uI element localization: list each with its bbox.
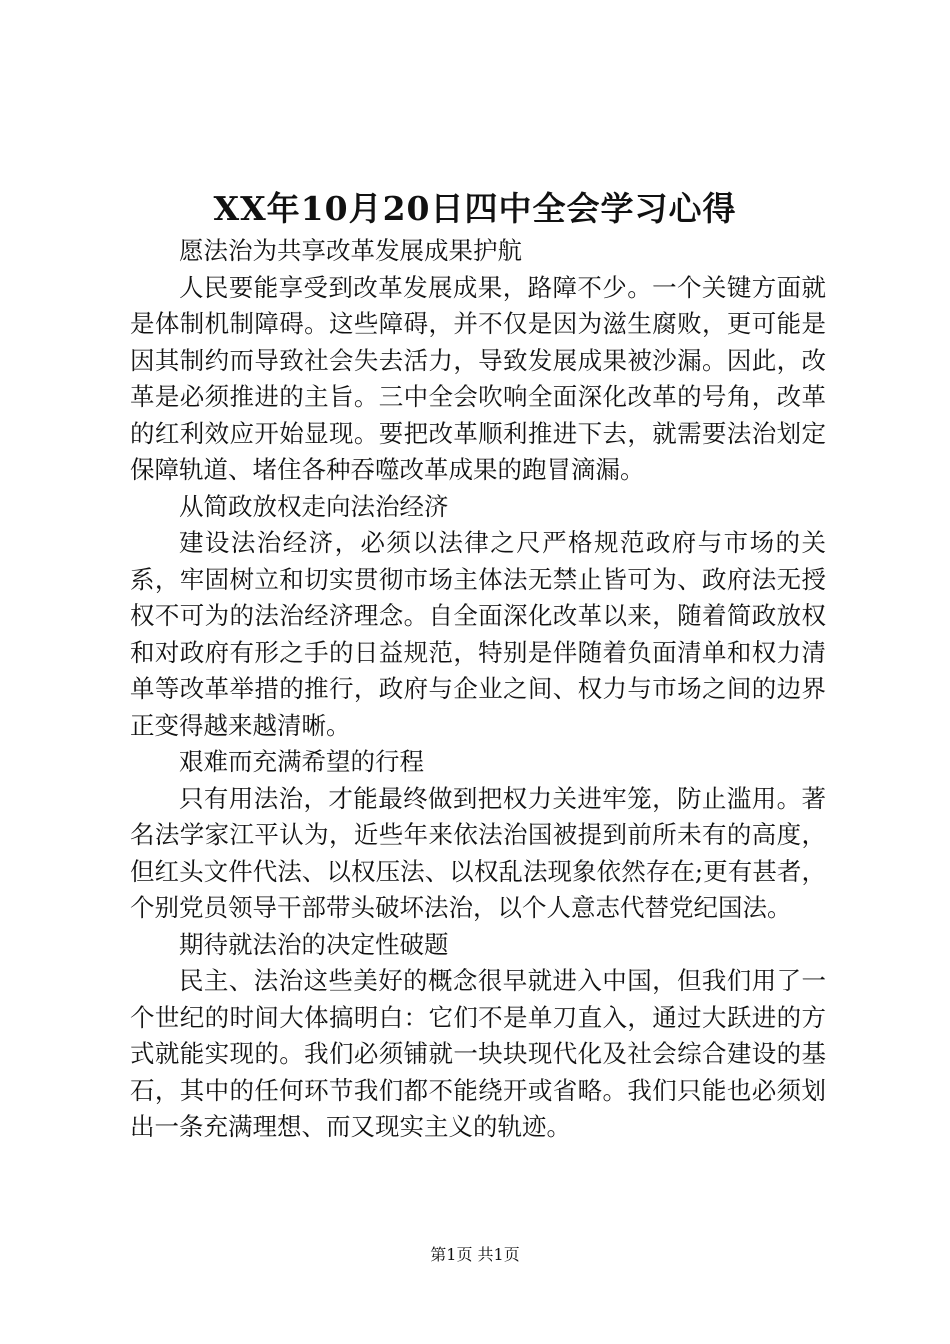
section-heading: 从简政放权走向法治经济	[179, 491, 449, 521]
body-paragraph: 人民要能享受到改革发展成果，路障不少。一个关键方面就是体制机制障碍。这些障碍，并不仅是因为滋生腐败，更可能是因其制约而导致社会失去活力，导致发展成果被沙漏。因此，改革是必须推进的主旨。三中全会吹响全面深化改革的号角，改革的红利效应开始显现。要把改革顺利推进下去，就需要法治划定保障轨道、堵住各种吞噬改革成果的跑冒滴漏。	[130, 272, 826, 484]
section-heading: 愿法治为共享改革发展成果护航	[179, 236, 522, 265]
page-footer: 第1页 共1页	[430, 1245, 520, 1264]
document-body	[130, 233, 826, 1146]
section-heading: 期待就法治的决定性破题	[179, 929, 449, 959]
body-paragraph: 建设法治经济，必须以法律之尺严格规范政府与市场的关系，牢固树立和切实贯彻市场主体法无禁止皆可为、政府法无授权不可为的法治经济理念。自全面深化改革以来，随着简政放权和对政府有形之手的日益规范，特别是伴随着负面清单和权力清单等改革举措的推行，政府与企业之间、权力与市场之间的边界正变得越来越清晰。	[130, 528, 826, 740]
body-paragraph: 民主、法治这些美好的概念很早就进入中国，但我们用了一个世纪的时间大体搞明白：它们不是单刀直入，通过大跃进的方式就能实现的。我们必须铺就一块块现代化及社会综合建设的基石，其中的任何环节我们都不能绕开或省略。我们只能也必须划出一条充满理想、而又现实主义的轨迹。	[130, 966, 826, 1141]
body-paragraph: 只有用法治，才能最终做到把权力关进牢笼，防止滥用。著名法学家江平认为，近些年来依法治国被提到前所未有的高度，但红头文件代法、以权压法、以权乱法现象依然存在;更有甚者，个别党员领导干部带头破坏法治，以个人意志代替党纪国法。	[130, 783, 826, 922]
section-heading: 艰难而充满希望的行程	[179, 747, 424, 776]
document-title: XX年10月20日四中全会学习心得	[213, 189, 737, 228]
